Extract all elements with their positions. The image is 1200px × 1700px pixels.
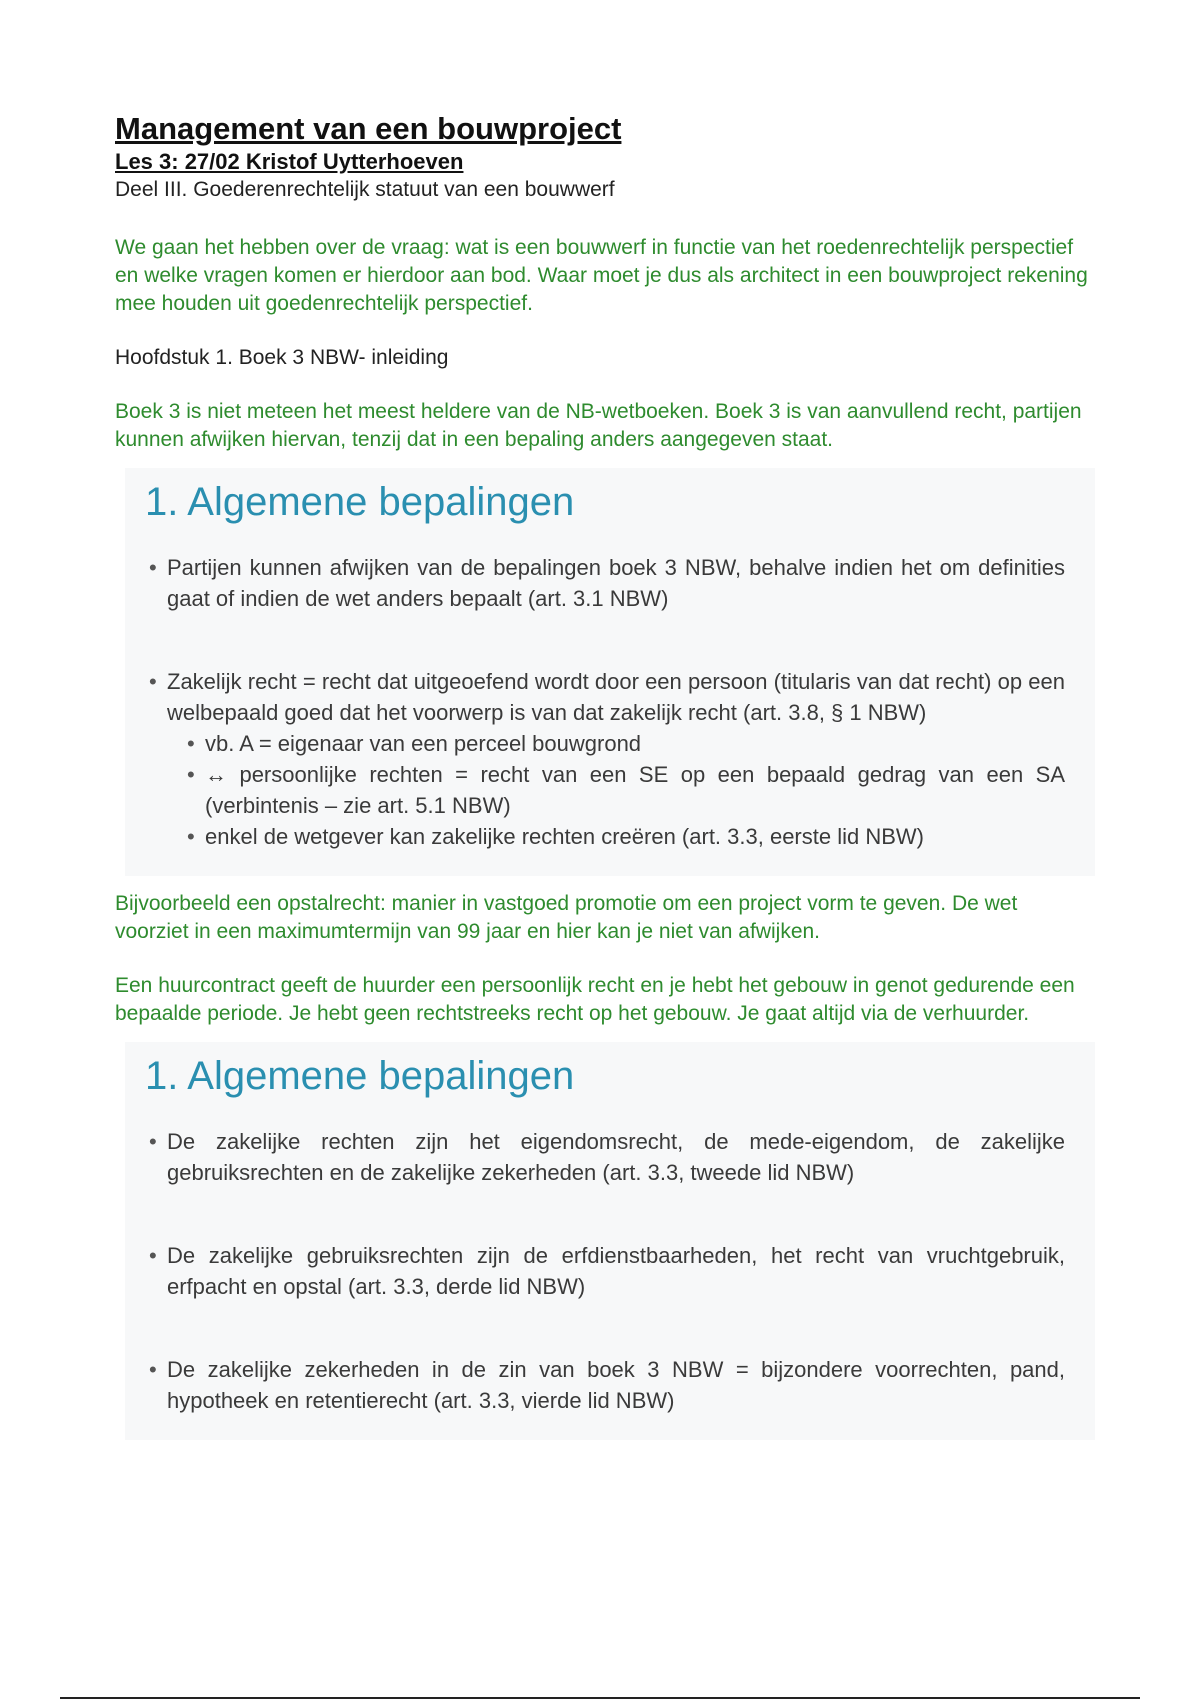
slide-bullet: • Zakelijk recht = recht dat uitgeoefend wordt door een persoon (titularis van dat recht) op een welbepaald goed dat het voorwerp is van dat zakelijk recht (art. 3.8, § 1 NBW) bbox=[145, 666, 1065, 728]
slide-bullet: • Partijen kunnen afwijken van de bepalingen boek 3 NBW, behalve indien het om definities gaat of indien de wet anders bepaalt (art. 3.1 NBW) bbox=[145, 552, 1065, 614]
slide-sub-bullet: • vb. A = eigenaar van een perceel bouwgrond bbox=[185, 728, 1065, 759]
slide-sub-bullet: • ↔ persoonlijke rechten = recht van een SE op een bepaald gedrag van een SA (verbintenis – zie art. 5.1 NBW) bbox=[185, 759, 1065, 821]
document-title: Management van een bouwproject bbox=[115, 111, 622, 146]
opstal-note: Bijvoorbeeld een opstalrecht: manier in vastgoed promotie om een project vorm te geven. De wet voorziet in een maximumtermijn van 99 jaar en hier kan je niet van afwijken. bbox=[115, 892, 1018, 943]
slide-algemene-bepalingen-1 bbox=[125, 468, 1095, 876]
lesson-heading: Les 3: 27/02 Kristof Uytterhoeven bbox=[115, 149, 464, 174]
slide-title: 1. Algemene bepalingen bbox=[145, 480, 575, 524]
huur-note: Een huurcontract geeft de huurder een persoonlijk recht en je hebt het gebouw in genot gedurende een bepaalde periode. Je hebt geen rechtstreeks recht op het gebouw. Je gaat altijd via de verhuurder. bbox=[115, 974, 1075, 1025]
chapter-heading: Hoofdstuk 1. Boek 3 NBW- inleiding bbox=[115, 346, 449, 369]
intro-note: We gaan het hebben over de vraag: wat is een bouwwerf in functie van het roedenrechtelijk perspectief en welke vragen komen er hierdoor aan bod. Waar moet je dus als architect in een bouwproject rekening mee houden uit goedenrechtelijk perspectief. bbox=[115, 236, 1088, 315]
document-page bbox=[115, 110, 1095, 1440]
chapter-note: Boek 3 is niet meteen het meest heldere van de NB-wetboeken. Boek 3 is van aanvullend recht, partijen kunnen afwijken hiervan, tenzij dat in een bepaling anders aangegeven staat. bbox=[115, 400, 1082, 451]
slide-bullet: • De zakelijke gebruiksrechten zijn de erfdienstbaarheden, het recht van vruchtgebruik, erfpacht en opstal (art. 3.3, derde lid NBW) bbox=[145, 1240, 1065, 1302]
slide-sub-bullet: • enkel de wetgever kan zakelijke rechten creëren (art. 3.3, eerste lid NBW) bbox=[185, 821, 1065, 852]
slide-title: 1. Algemene bepalingen bbox=[145, 1054, 575, 1098]
part-heading: Deel III. Goederenrechtelijk statuut van een bouwwerf bbox=[115, 178, 615, 201]
page-bottom-rule bbox=[60, 1697, 1140, 1699]
slide-bullet: • De zakelijke rechten zijn het eigendomsrecht, de mede-eigendom, de zakelijke gebruiksrechten en de zakelijke zekerheden (art. 3.3, tweede lid NBW) bbox=[145, 1126, 1065, 1188]
slide-algemene-bepalingen-2 bbox=[125, 1042, 1095, 1440]
slide-bullet: • De zakelijke zekerheden in de zin van boek 3 NBW = bijzondere voorrechten, pand, hypotheek en retentierecht (art. 3.3, vierde lid NBW) bbox=[145, 1354, 1065, 1416]
